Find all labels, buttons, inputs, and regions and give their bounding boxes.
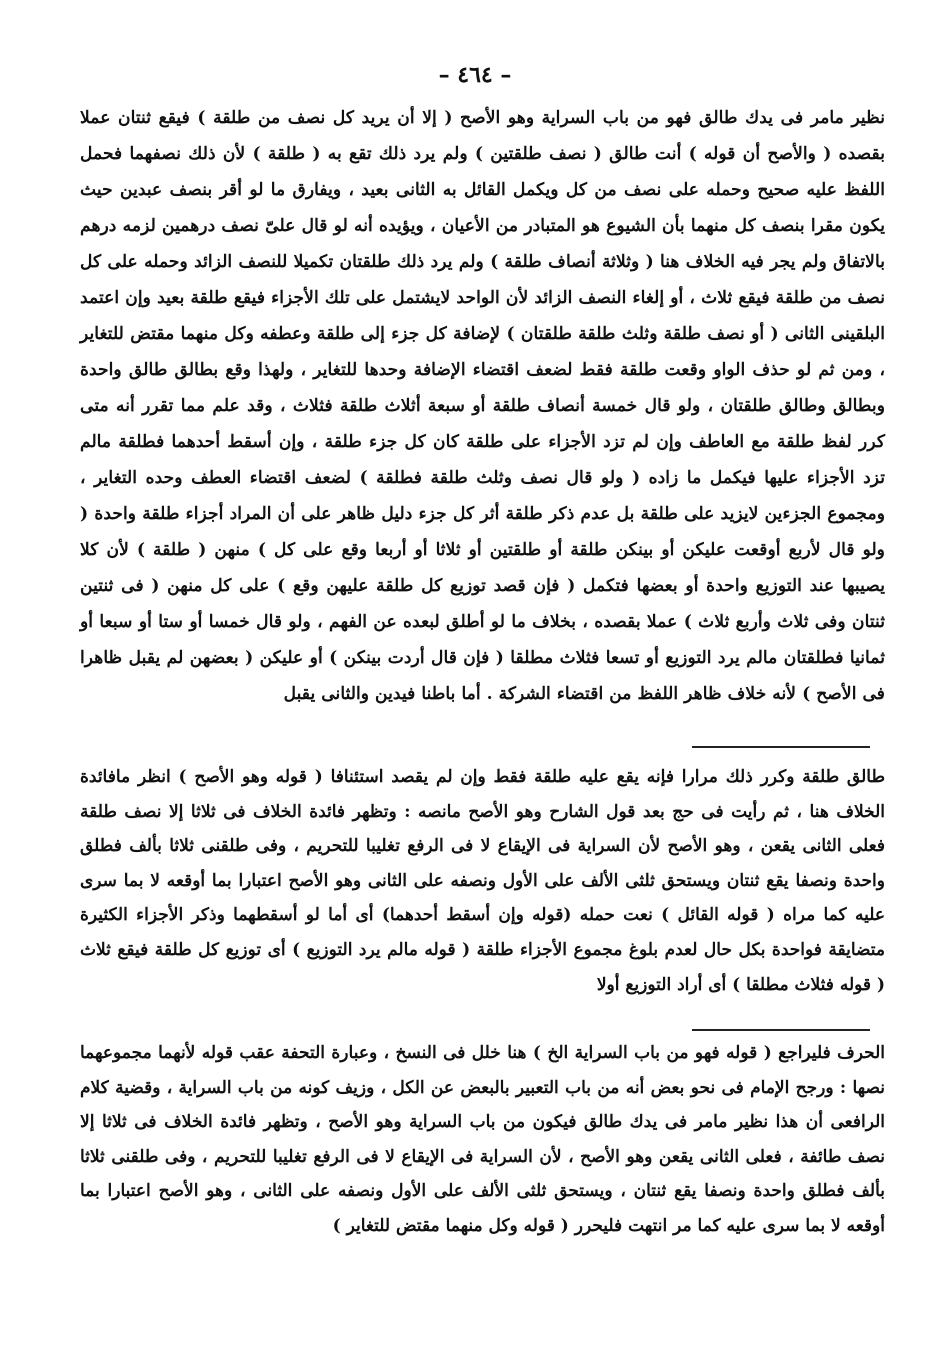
- commentary-block-1: [80, 760, 885, 1002]
- main-text-block: [80, 100, 885, 712]
- commentary-block-2: [80, 1036, 885, 1243]
- commentary-text-1: طالق طلقة وكرر ذلك مرارا فإنه يقع عليه طلقة فقط وإن لم يقصد استئنافا ( قوله وهو الأصح ) انظر مافائدة الخلاف هنا ، ثم رأيت فى حج بعد قول الشارح وهو الأصح مانصه : وتظهر فائدة الخلاف فى ثلاثا إلا نصف طلقة فعلى الثانى يقعن ، وهو الأصح لأن السراية فى الإيقاع لا فى الرفع تغليبا للتحريم ، وفى طلقنى ثلاثا بألف فطلق واحدة ونصفا يقع ثنتان ويستحق ثلثى الألف على الأول ونصفه على الثانى وهو الأصح اعتبارا بما أوقعه لا بما سرى عليه كما مراه ( قوله القائل ) نعت حمله (قوله وإن أسقط أحدهما) أى أما لو أسقطهما وذكر الأجزاء الكثيرة متضايقة فواحدة بكل حال لعدم بلوغ مجموع الأجزاء طلقة ( قوله مالم يرد التوزيع ) أى توزيع كل طلقة فيقع ثلاث ( قوله فثلاث مطلقا ) أى أراد التوزيع أولا: [80, 767, 885, 995]
- footnote-divider: [692, 746, 870, 748]
- page-number: – ٤٦٤ –: [438, 62, 512, 88]
- main-text: نظير مامر فى يدك طالق فهو من باب السراية وهو الأصح ( إلا أن يريد كل نصف من طلقة ) فيقع ثنتان عملا بقصده ( والأصح أن قوله ) أنت طالق ( نصف طلقتين ) ولم يرد ذلك تقع به ( طلقة ) لأن ذلك نصفهما فحمل اللفظ عليه صحيح وحمله على نصف من كل ويكمل القائل به الثانى بعيد ، ويفارق ما لو أقر بنصف عبدين حيث يكون مقرا بنصف كل منهما بأن الشيوع هو المتبادر من الأعيان ، ويؤيده أنه لو قال علىّ نصف درهمين لزمه درهم بالاتفاق ولم يجر فيه الخلاف هنا ( وثلاثة أنصاف طلقة ) ولم يرد ذلك طلقتان تكميلا للنصف الزائد وحمله على كل نصف من طلقة فيقع ثلاث ، أو إلغاء النصف الزائد لأن الواحد لايشتمل على تلك الأجزاء فيقع طلقة بعيد وإن اعتمد البلقينى الثانى ( أو نصف طلقة وثلث طلقة طلقتان ) لإضافة كل جزء إلى طلقة وعطفه وكل منهما مقتض للتغاير ، ومن ثم لو حذف الواو وقعت طلقة فقط لضعف اقتضاء الإضافة وحدها للتغاير ، ولهذا وقع بطالق طالق واحدة وبطالق وطالق طلقتان ، ولو قال خمسة أنصاف طلقة أو سبعة أثلاث طلقة فثلاث ، وقد علم مما تقرر أنه متى كرر لفظ طلقة مع العاطف وإن لم تزد الأجزاء على طلقة كان كل جزء طلقة ، وإن أسقط أحدهما فطلقة مالم تزد الأجزاء عليها فيكمل ما زاده ( ولو قال نصف وثلث طلقة فطلقة ) لضعف اقتضاء العطف وحده التغاير ، ومجموع الجزءين لايزيد على طلقة بل عدم ذكر طلقة أثر كل جزء دليل ظاهر على أن المراد أجزاء طلقة واحدة ( ولو قال لأربع أوقعت عليكن أو بينكن طلقة أو طلقتين أو ثلاثا أو أربعا وقع على كل ) منهن ( طلقة ) لأن كلا يصيبها عند التوزيع واحدة أو بعضها فتكمل ( فإن قصد توزيع كل طلقة عليهن وقع ) على كل منهن ( فى ثنتين ثنتان وفى ثلاث وأربع ثلاث ) عملا بقصده ، بخلاف ما لو أطلق لبعده عن الفهم ، ولو قال خمسا أو ستا أو سبعا أو ثمانيا فطلقتان مالم يرد التوزيع أو تسعا فثلاث مطلقا ( فإن قال أردت بينكن ) أو عليكن ( بعضهن لم يقبل ظاهرا فى الأصح ) لأنه خلاف ظاهر اللفظ من اقتضاء الشركة . أما باطنا فيدين والثانى يقبل: [80, 108, 885, 704]
- footnote-divider: [692, 1029, 870, 1031]
- commentary-text-2: الحرف فليراجع ( قوله فهو من باب السراية الخ ) هنا خلل فى النسخ ، وعبارة التحفة عقب قوله لأنهما مجموعهما نصها : ورجح الإمام فى نحو بعض أنه من باب التعبير بالبعض عن الكل ، وزيف كونه من باب السراية ، وقضية كلام الرافعى أن هذا نظير مامر فى يدك طالق فيكون من باب السراية وهو الأصح ، وتظهر فائدة الخلاف فى ثلاثا إلا نصف طائفة ، فعلى الثانى يقعن وهو الأصح ، لأن السراية فى الإيقاع لا فى الرفع تغليبا للتحريم ، وفى طلقنى ثلاثا بألف فطلق واحدة ونصفا يقع ثنتان ، ويستحق ثلثى الألف على الأول ونصفه على الثانى ، وهو الأصح اعتبارا بما أوقعه لا بما سرى عليه كما مر انتهت فليحرر ( قوله وكل منهما مقتض للتغاير ): [80, 1043, 885, 1236]
